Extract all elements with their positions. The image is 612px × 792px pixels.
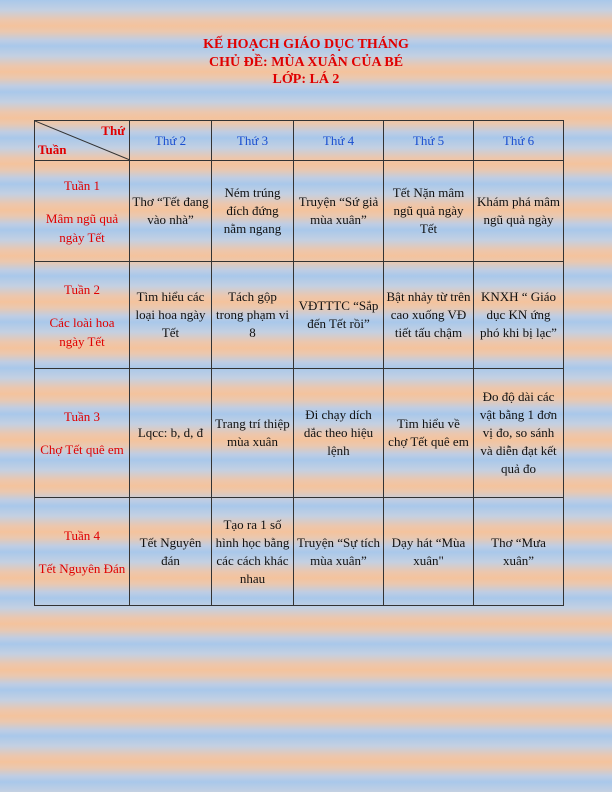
activity-cell: Đo độ dài các vật bằng 1 đơn vị đo, so sánh và diễn đạt kết quả đo — [474, 369, 564, 498]
day-header-tue: Thứ 3 — [212, 121, 294, 161]
week-label-cell — [35, 498, 130, 606]
activity-cell: Truyện “Sự tích mùa xuân” — [294, 498, 384, 606]
corner-day-label: Thứ — [101, 123, 125, 138]
title-line-plan: KẾ HOẠCH GIÁO DỤC THÁNG — [203, 37, 409, 52]
activity-cell: Đi chạy dích dắc theo hiệu lệnh — [294, 369, 384, 498]
activity-cell: Tạo ra 1 số hình học bằng các cách khác nhau — [212, 498, 294, 606]
activity-cell: Tết Nguyên đán — [130, 498, 212, 606]
day-header-thu: Thứ 5 — [384, 121, 474, 161]
table-row-week-3 — [35, 369, 564, 498]
week-label-cell — [35, 369, 130, 498]
activity-cell: Dạy hát “Mùa xuân" — [384, 498, 474, 606]
day-header-fri: Thứ 6 — [474, 121, 564, 161]
week-topic: Tết Nguyên Đán — [38, 560, 126, 576]
title-line-class: LỚP: LÁ 2 — [272, 72, 340, 87]
table-header-row — [35, 121, 564, 161]
week-topic: Các loài hoa ngày Tết — [49, 314, 115, 349]
table-row-week-1 — [35, 161, 564, 262]
activity-cell: Tìm hiểu về chợ Tết quê em — [384, 369, 474, 498]
activity-cell: Khám phá mâm ngũ quả ngày — [474, 161, 564, 262]
week-name: Tuần 3 — [63, 409, 100, 424]
table-row-week-2 — [35, 262, 564, 369]
title-line-theme: CHỦ ĐỀ: MÙA XUÂN CỦA BÉ — [208, 54, 404, 70]
week-name: Tuần 2 — [63, 281, 100, 297]
week-name: Tuần 4 — [63, 527, 100, 543]
activity-cell: Bật nhảy từ trên cao xuống VĐ tiết tấu chậm — [384, 262, 474, 369]
week-name: Tuần 1 — [63, 177, 100, 193]
week-label-cell — [35, 161, 130, 262]
activity-cell: Tìm hiểu các loại hoa ngày Tết — [130, 262, 212, 369]
table-row-week-4 — [35, 498, 564, 606]
week-topic: Mâm ngũ quả ngày Tết — [45, 210, 119, 245]
activity-cell: KNXH “ Giáo dục KN ứng phó khi bị lạc” — [474, 262, 564, 369]
activity-cell: Thơ “Mưa xuân” — [474, 498, 564, 606]
week-label-cell — [35, 262, 130, 369]
activity-cell: Thơ “Tết đang vào nhà” — [130, 161, 212, 262]
activity-cell: Truyện “Sứ giả mùa xuân” — [294, 161, 384, 262]
corner-week-label: Tuần — [38, 142, 67, 157]
corner-header-cell — [35, 121, 130, 161]
activity-cell: Lqcc: b, d, đ — [130, 369, 212, 498]
activity-cell: Tách gộp trong phạm vi 8 — [212, 262, 294, 369]
week-topic: Chợ Tết quê em — [40, 442, 124, 457]
activity-cell: Tết Nặn mâm ngũ quả ngày Tết — [384, 161, 474, 262]
activity-cell: Ném trúng đích đứng nằm ngang — [212, 161, 294, 262]
day-header-mon: Thứ 2 — [130, 121, 212, 161]
activity-cell: VĐTTTC “Sắp đến Tết rồi” — [294, 262, 384, 369]
activity-cell: Trang trí thiệp mùa xuân — [212, 369, 294, 498]
day-header-wed: Thứ 4 — [294, 121, 384, 161]
education-plan-table — [34, 120, 564, 606]
document-title — [0, 36, 612, 89]
